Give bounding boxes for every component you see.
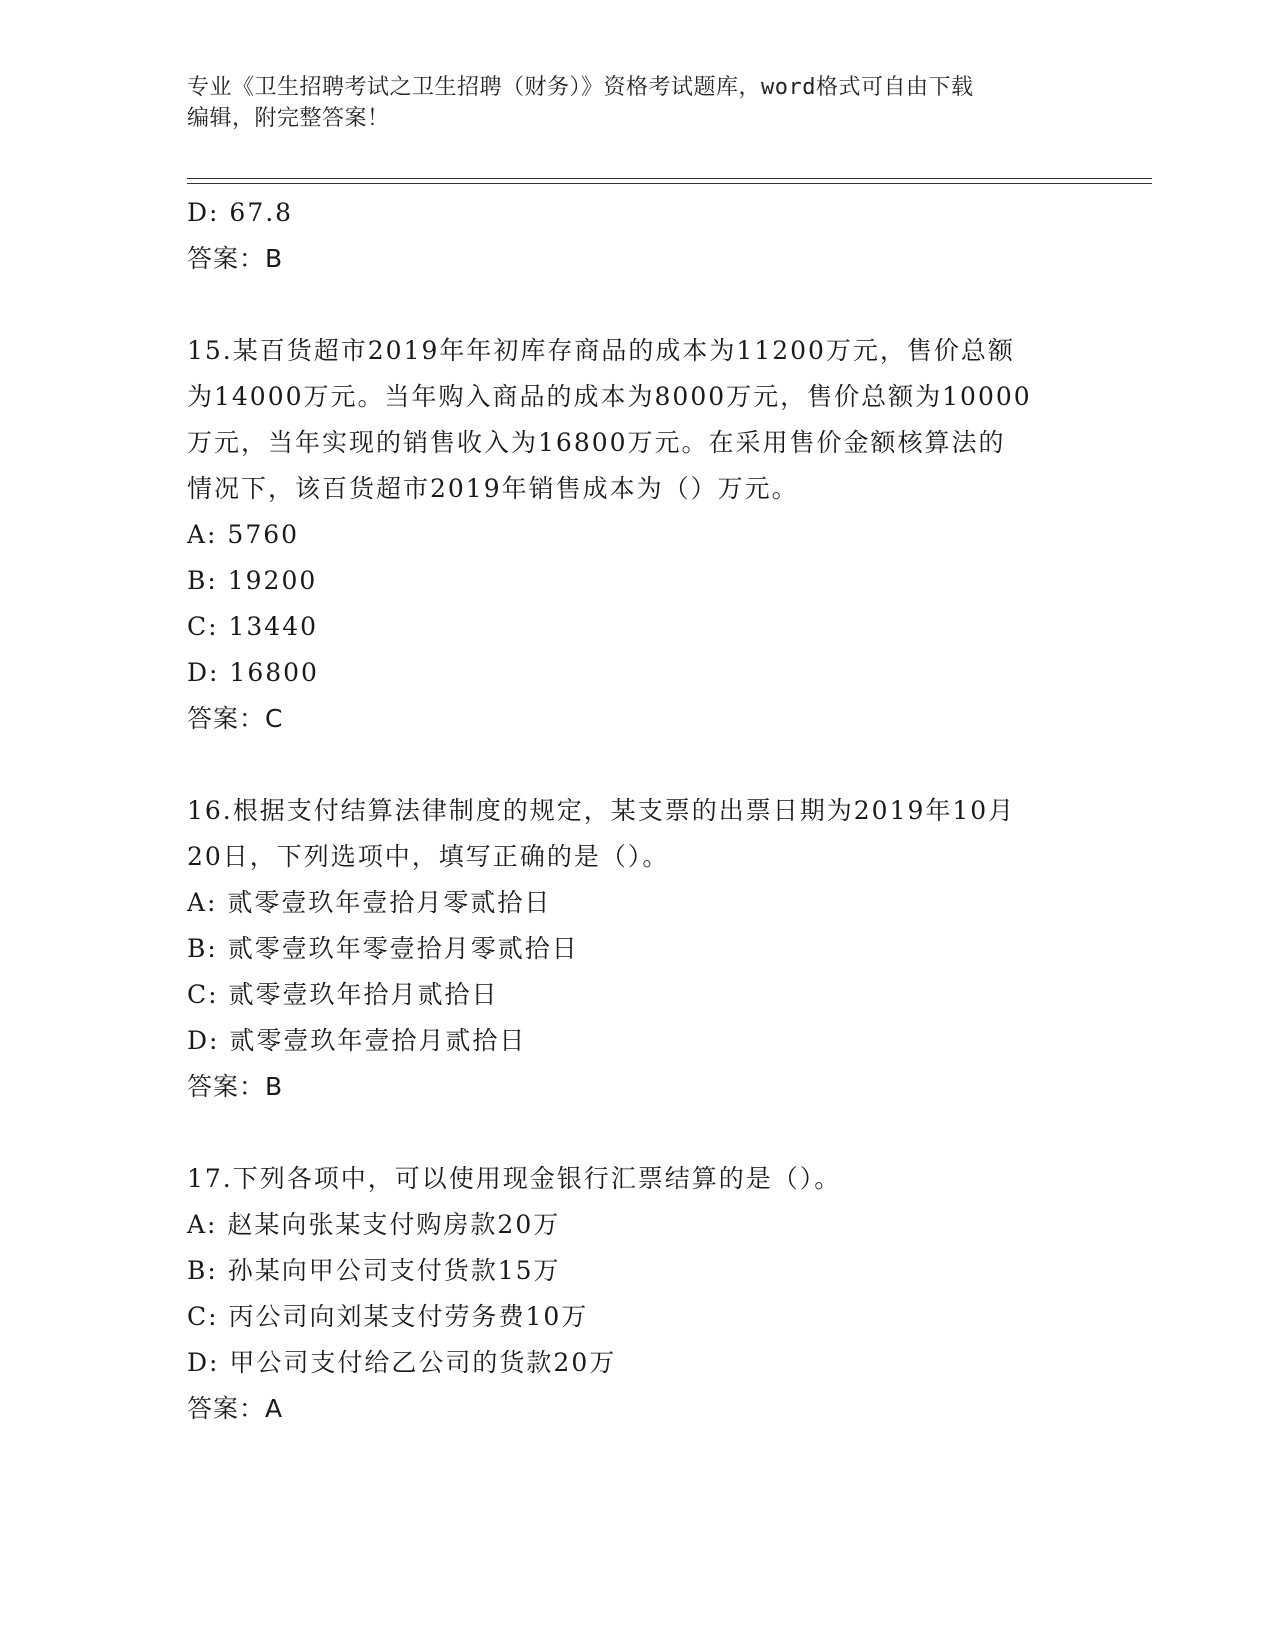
question-content <box>187 190 1087 1432</box>
header-line-1: 专业《卫生招聘考试之卫生招聘（财务）》资格考试题库，word格式可自由下载 <box>187 75 974 100</box>
spacer <box>187 1110 1087 1156</box>
option-a: A: 5760 <box>187 520 300 549</box>
question-stem-line: 17.下列各项中，可以使用现金银行汇票结算的是（）。 <box>187 1164 842 1193</box>
question-stem-line: 万元，当年实现的销售收入为16800万元。在采用售价金额核算法的 <box>187 428 1006 457</box>
option-d: D: 67.8 <box>187 198 294 227</box>
option-b: B: 贰零壹玖年零壹拾月零贰拾日 <box>187 934 579 963</box>
question-15 <box>187 328 1087 742</box>
spacer <box>187 282 1087 328</box>
header-rule-top <box>187 178 1152 179</box>
answer-line: 答案：A <box>187 1394 284 1423</box>
option-a: A: 贰零壹玖年壹拾月零贰拾日 <box>187 888 552 917</box>
option-c: C: 丙公司向刘某支付劳务费10万 <box>187 1302 589 1331</box>
question-stem-line: 20日，下列选项中，填写正确的是（）。 <box>187 842 670 871</box>
option-a: A: 赵某向张某支付购房款20万 <box>187 1210 561 1239</box>
option-d: D: 贰零壹玖年壹拾月贰拾日 <box>187 1026 527 1055</box>
option-b: B: 19200 <box>187 566 318 595</box>
question-16 <box>187 788 1087 1110</box>
option-d: D: 甲公司支付给乙公司的货款20万 <box>187 1348 617 1377</box>
option-d: D: 16800 <box>187 658 319 687</box>
answer-line: 答案：B <box>187 1072 284 1101</box>
header-line-2: 编辑，附完整答案！ <box>187 106 390 131</box>
option-c: C: 贰零壹玖年拾月贰拾日 <box>187 980 499 1009</box>
question-stem-line: 情况下，该百货超市2019年销售成本为（）万元。 <box>187 474 799 503</box>
answer-line: 答案：C <box>187 704 284 733</box>
header-rule-bottom <box>187 183 1152 184</box>
question-stem-line: 15.某百货超市2019年年初库存商品的成本为11200万元，售价总额 <box>187 336 1015 365</box>
option-b: B: 孙某向甲公司支付货款15万 <box>187 1256 561 1285</box>
question-stem-line: 16.根据支付结算法律制度的规定，某支票的出票日期为2019年10月 <box>187 796 1016 825</box>
option-c: C: 13440 <box>187 612 319 641</box>
question-stem-line: 为14000万元。当年购入商品的成本为8000万元，售价总额为10000 <box>187 382 1032 411</box>
previous-question-tail <box>187 190 1087 282</box>
answer-line: 答案：B <box>187 244 284 273</box>
document-header <box>187 72 1087 134</box>
question-17 <box>187 1156 1087 1432</box>
spacer <box>187 742 1087 788</box>
